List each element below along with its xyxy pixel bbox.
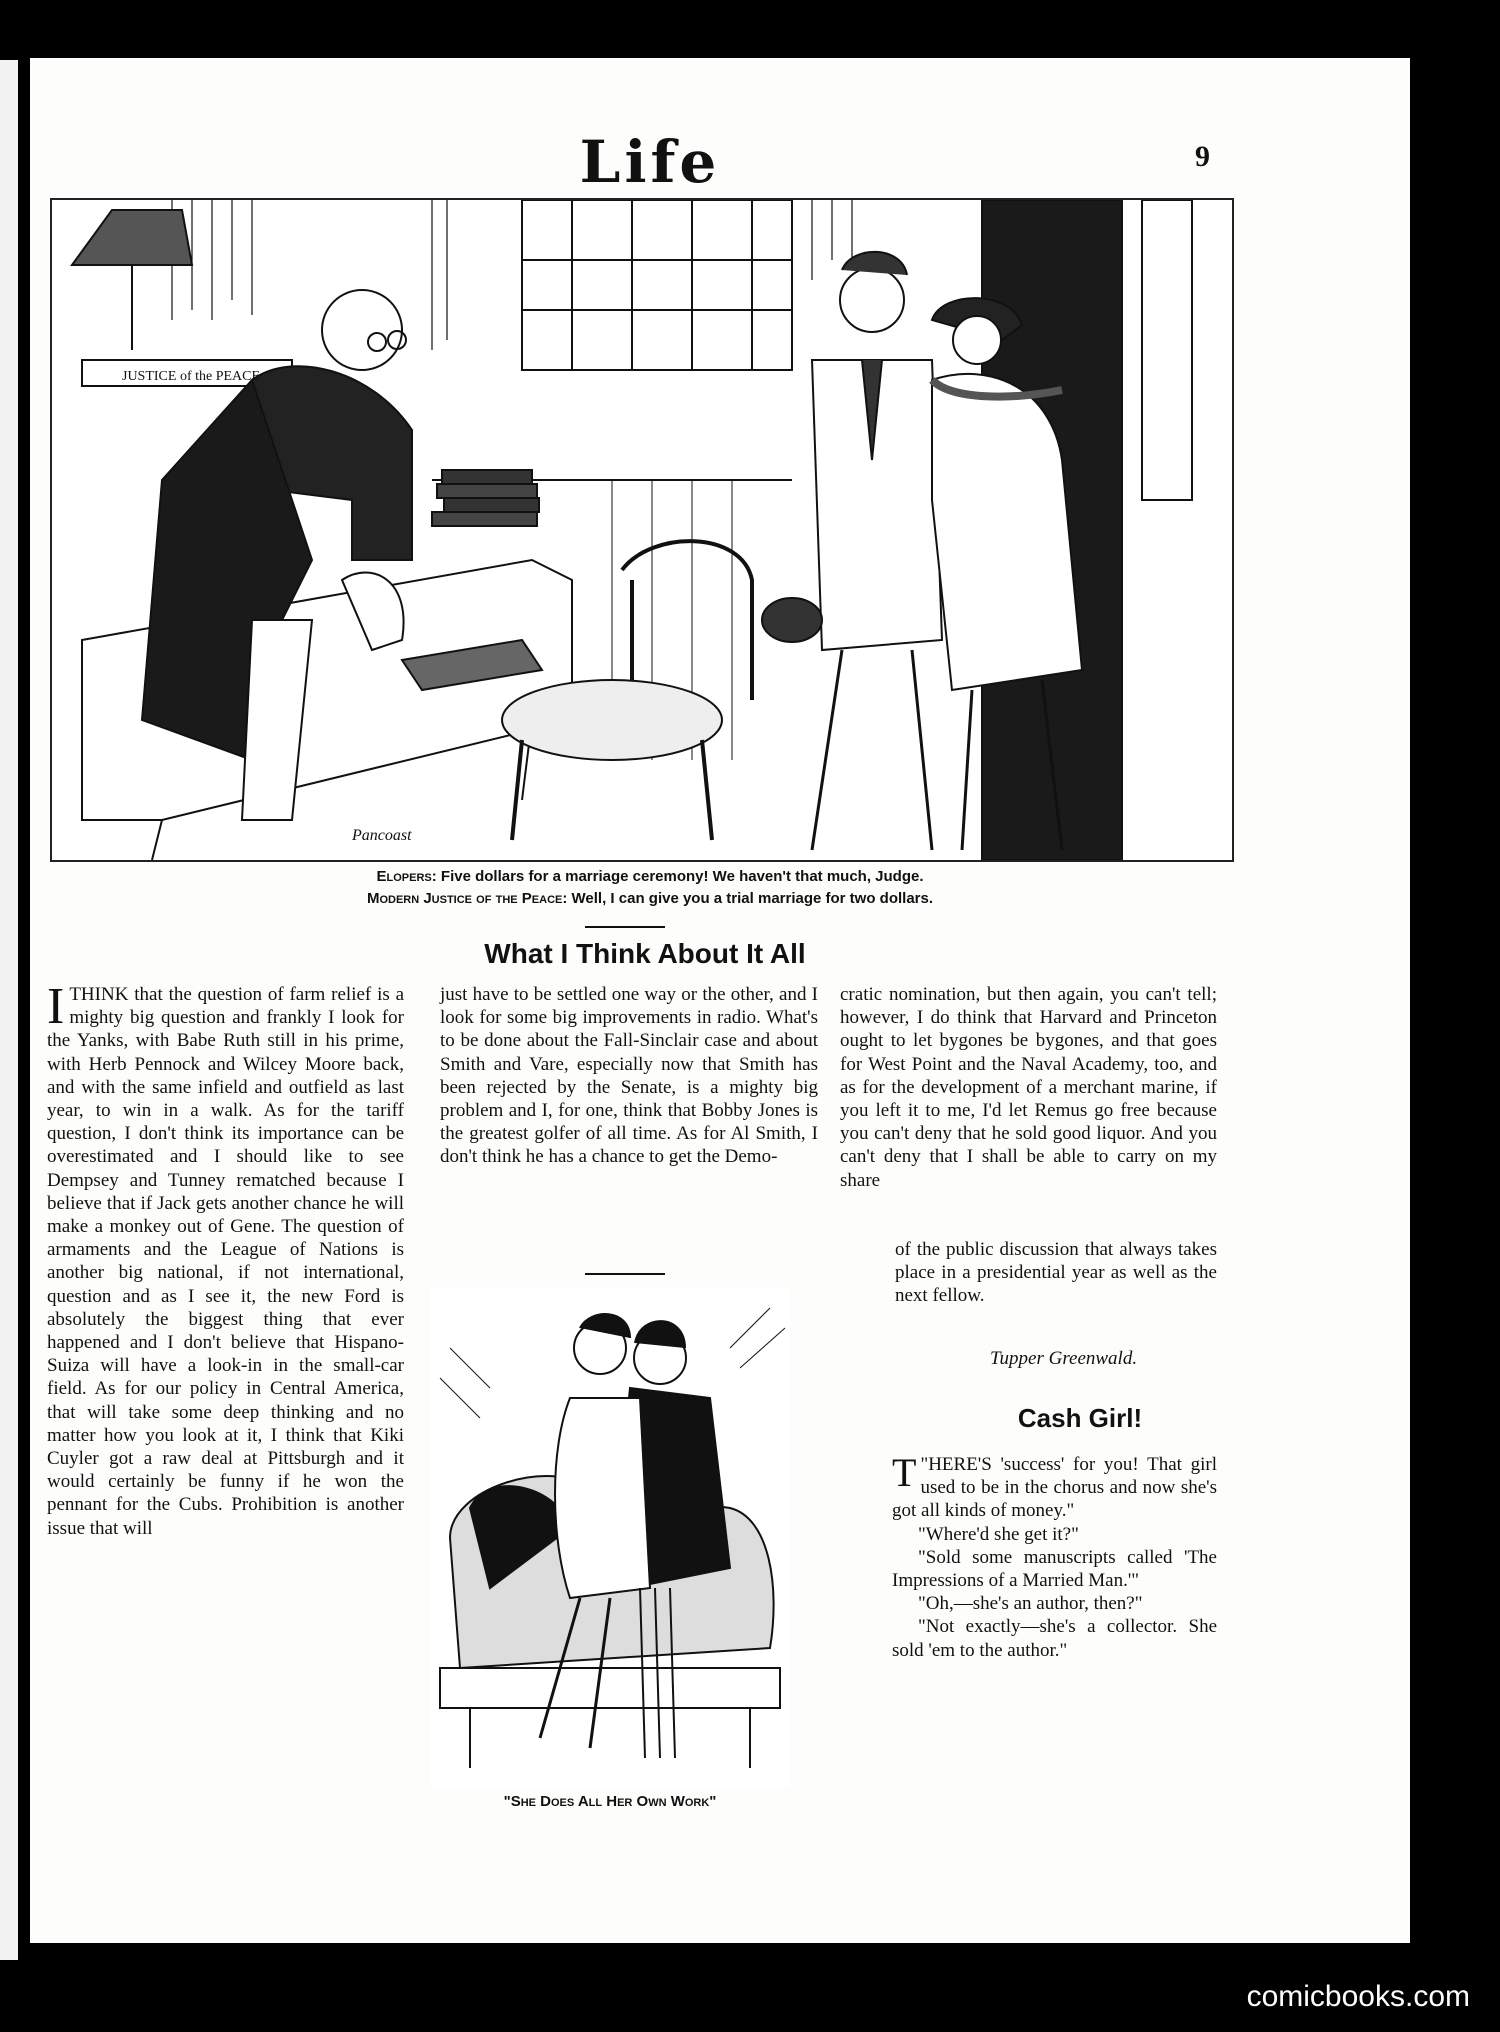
sidebar-p5: "Not exactly—she's a collector. She sold 'em to the author.": [892, 1616, 1217, 1661]
sidebar-p4: "Oh,—she's an author, then?": [918, 1593, 1143, 1615]
article-text-2: just have to be settled one way or the other, and I look for some big improvements in radio. What's to be done about the Fall-Sinclair case and about Smith and Vare, especially now that Smith has been rejected by the Senate, is a mighty big problem and I, for one, think that Bobby Jones is the greatest golfer of all time. As for Al Smith, I don't think he has a chance to get the Demo-: [440, 984, 818, 1168]
article-headline: What I Think About It All: [484, 938, 806, 969]
binding-edge: [0, 60, 18, 1960]
cartoon-couple-on-sofa: [430, 1288, 790, 1788]
article-column-2: [440, 983, 818, 1169]
caption-speaker-1: Elopers:: [376, 868, 437, 885]
article-text-3: cratic nomination, but then again, you can't tell; however, I do think that Harvard and Princeton ought to let bygones be bygones, and that goes for West Point and the Naval Academy, too, and as for the development of a merchant marine, if you left it to me, I'd let Remus go free because you can't deny that he sold good liquor. And you can't deny that I shall be able to carry on my share: [840, 984, 1217, 1191]
masthead: Life: [579, 128, 721, 196]
sidebar-title: Cash Girl!: [1017, 1403, 1143, 1433]
caption-speaker-2: Modern Justice of the Peace:: [366, 890, 568, 907]
article-author-signature: Tupper Greenwald.: [990, 1348, 1138, 1369]
sidebar-dropcap: T: [892, 1450, 917, 1495]
caption-text-1: Five dollars for a marriage ceremony! We haven't that much, Judge.: [440, 868, 924, 885]
sidebar-p2: "Where'd she get it?": [918, 1523, 1079, 1545]
caption-line-2: [30, 888, 1270, 910]
caption-text-2: Well, I can give you a trial marriage for two dollars.: [571, 890, 934, 907]
cartoon-justice-of-the-peace: [50, 198, 1234, 862]
cartoon-caption: [30, 866, 1270, 910]
sign-text: JUSTICE of the PEACE: [122, 369, 261, 384]
sidebar-p3: "Sold some manuscripts called 'The Impressions of a Married Man.'": [892, 1546, 1217, 1592]
sidebar-p1: HERE'S 'success' for you! That girl used to be in the chorus and now she's got all kinds of money.": [892, 1454, 1217, 1522]
cartoon2-caption: "She Does All Her Own Work": [503, 1793, 717, 1810]
article-column-1: [47, 978, 404, 1540]
page-number: 9: [1195, 140, 1210, 173]
headline-rule: [585, 926, 665, 928]
article-column-3-continued: [895, 1238, 1217, 1308]
magazine-page: [30, 58, 1410, 1943]
site-watermark[interactable]: comicbooks.com: [1246, 1980, 1470, 2013]
cartoon2-rule: [585, 1273, 665, 1275]
article-dropcap: I: [47, 978, 65, 1035]
sidebar-text: [892, 1450, 1217, 1662]
article-text-1: THINK that the question of farm relief is a mighty big question and frankly I look for the Yanks, with Babe Ruth still in his prime, with Herb Pennock and Wilcey Moore back, and with the same infield and outfield as last year, to win in a walk. As for the tariff question, I don't think its importance can be overestimated and I should like to see Dempsey and Tunney rematched because I believe that if Jack gets another chance he will make a monkey out of Gene. The question of armaments and the League of Nations is another big national, if not international, question and as I see it, the new Ford is absolutely the biggest thing that ever happened and I don't believe that Hispano-Suiza will have a look-in in the small-car field. As for our policy in Central America, that will take some deep thinking and no matter how you look at it, I think that Kiki Cuyler got a raw deal at Pittsburgh and it would certainly be funny if he won the pennant for the Cubs. Prohibition is another issue that will: [47, 984, 404, 1539]
article-column-3: [840, 983, 1217, 1192]
caption-line-1: [30, 866, 1270, 888]
artist-signature: Pancoast: [352, 827, 412, 844]
article-text-3b: of the public discussion that always takes place in a presidential year as well as the next fellow.: [895, 1239, 1217, 1307]
sidebar-open-quote: ": [920, 1454, 929, 1475]
